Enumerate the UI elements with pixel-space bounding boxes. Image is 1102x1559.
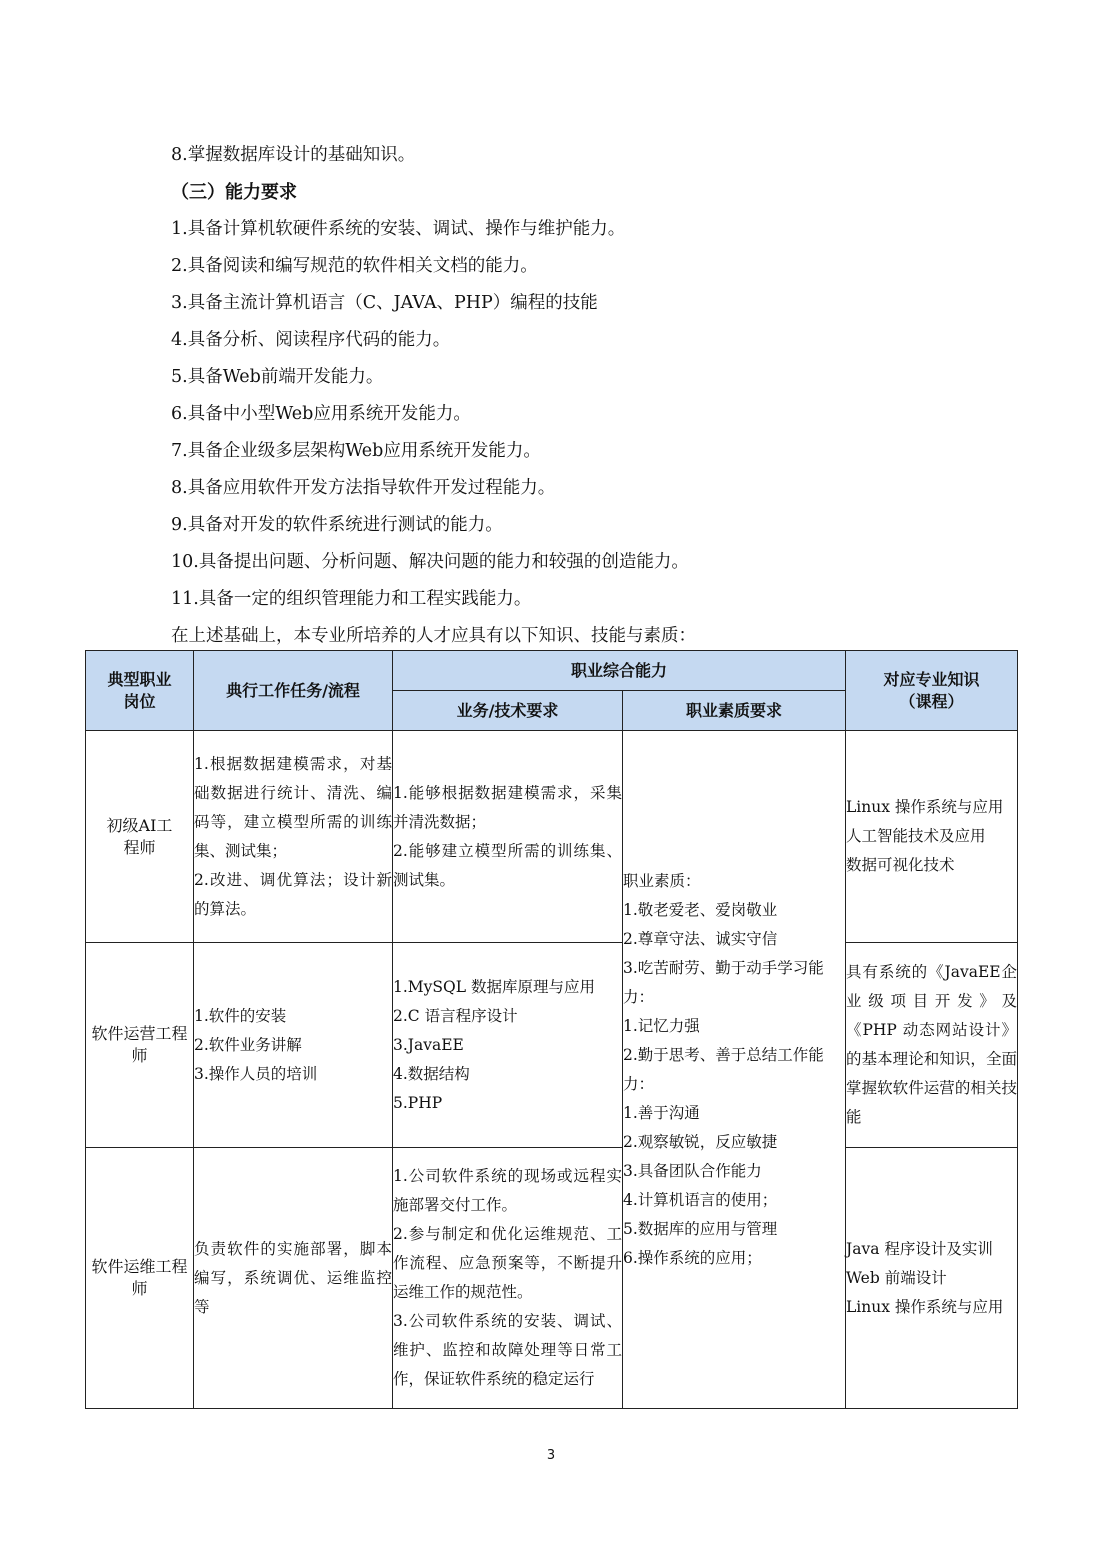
- course-item: 数据可视化技术: [846, 856, 955, 874]
- business-cell: [393, 943, 623, 1148]
- header-position: 典型职业岗位: [86, 651, 194, 731]
- business-item: 4.数据结构: [393, 1064, 470, 1083]
- paragraph: 8.掌握数据库设计的基础知识。: [171, 145, 416, 165]
- position-cell: 初级AI工程师: [86, 731, 194, 943]
- business-item: 1.MySQL 数据库原理与应用: [393, 977, 595, 996]
- course-item: Linux 操作系统与应用: [846, 798, 1004, 816]
- position-cell: 软件运维工程师: [86, 1148, 194, 1409]
- competency-table: [85, 650, 1018, 1409]
- quality-item: 4.计算机语言的使用；: [623, 1190, 778, 1209]
- tasks-cell: [194, 1148, 393, 1409]
- task-item: 1.软件的安装: [194, 1006, 287, 1025]
- header-courses: 对应专业知识（课程）: [846, 651, 1018, 731]
- header-quality: 职业素质要求: [623, 691, 846, 731]
- paragraph: 3.具备主流计算机语言（C、JAVA、PHP）编程的技能: [171, 293, 598, 313]
- courses-cell: [846, 943, 1018, 1148]
- section-heading: （三）能力要求: [171, 182, 297, 203]
- body-text: [171, 137, 1031, 655]
- business-cell: [393, 1148, 623, 1409]
- paragraph: 5.具备Web前端开发能力。: [171, 367, 384, 387]
- courses-cell: [846, 1148, 1018, 1409]
- paragraph: 7.具备企业级多层架构Web应用系统开发能力。: [171, 441, 541, 461]
- paragraph: 1.具备计算机软硬件系统的安装、调试、操作与维护能力。: [171, 219, 626, 239]
- table-row: [86, 1148, 1018, 1409]
- business-item: 3.公司软件系统的安装、调试、维护、监控和故障处理等日常工作，保证软件系统的稳定运行: [393, 1312, 622, 1388]
- course-item: Java 程序设计及实训: [846, 1239, 993, 1258]
- quality-item: 1.善于沟通: [623, 1103, 700, 1122]
- paragraph: 4.具备分析、阅读程序代码的能力。: [171, 330, 451, 350]
- quality-item: 5.数据库的应用与管理: [623, 1219, 778, 1238]
- header-tasks: 典行工作任务/流程: [194, 651, 393, 731]
- business-item: 2.能够建立模型所需的训练集、测试集。: [393, 841, 622, 889]
- tasks-cell: [194, 943, 393, 1148]
- business-item: 1.公司软件系统的现场或远程实施部署交付工作。: [393, 1167, 622, 1214]
- paragraph: 11.具备一定的组织管理能力和工程实践能力。: [171, 589, 532, 609]
- paragraph: 8.具备应用软件开发方法指导软件开发过程能力。: [171, 478, 556, 498]
- task-item: 1.根据数据建模需求，对基础数据进行统计、清洗、编码等，建立模型所需的训练集、测试集；: [194, 754, 392, 860]
- quality-item: 6.操作系统的应用；: [623, 1248, 762, 1267]
- tasks-cell: [194, 731, 393, 943]
- quality-item: 3.吃苦耐劳、勤于动手学习能力：: [623, 958, 824, 1006]
- header-business: 业务/技术要求: [393, 691, 623, 731]
- page-number: 3: [546, 1448, 556, 1463]
- course-item: Web 前端设计: [846, 1268, 947, 1287]
- quality-cell: [623, 731, 846, 1409]
- business-item: 5.PHP: [393, 1093, 443, 1112]
- task-item: 负责软件的实施部署，脚本编写，系统调优、运维监控等: [194, 1239, 392, 1316]
- paragraph: 6.具备中小型Web应用系统开发能力。: [171, 404, 471, 424]
- paragraph: 在上述基础上，本专业所培养的人才应具有以下知识、技能与素质：: [171, 626, 696, 646]
- quality-item: 1.记忆力强: [623, 1016, 700, 1035]
- quality-item: 1.敬老爱老、爱岗敬业: [623, 900, 778, 919]
- business-item: 1.能够根据数据建模需求，采集并清洗数据；: [393, 783, 622, 831]
- business-item: 2.参与制定和优化运维规范、工作流程、应急预案等，不断提升运维工作的规范性。: [393, 1225, 622, 1301]
- quality-item: 职业素质：: [623, 871, 701, 890]
- quality-item: 2.尊章守法、诚实守信: [623, 929, 778, 948]
- courses-cell: [846, 731, 1018, 943]
- header-ability: 职业综合能力: [393, 651, 846, 691]
- quality-item: 2.勤于思考、善于总结工作能力：: [623, 1045, 824, 1093]
- business-item: 3.JavaEE: [393, 1035, 464, 1054]
- table-row: [86, 943, 1018, 1148]
- paragraph: 10.具备提出问题、分析问题、解决问题的能力和较强的创造能力。: [171, 552, 689, 572]
- business-cell: [393, 731, 623, 943]
- course-item: 具有系统的《JavaEE企业级项目开发》及《PHP 动态网站设计》的基本理论和知识，全面掌握软软件运营的相关技能: [846, 963, 1018, 1126]
- paragraph: 2.具备阅读和编写规范的软件相关文档的能力。: [171, 256, 538, 276]
- table-row: [86, 731, 1018, 943]
- position-cell: 软件运营工程师: [86, 943, 194, 1148]
- paragraph: 9.具备对开发的软件系统进行测试的能力。: [171, 515, 503, 535]
- task-item: 2.软件业务讲解: [194, 1035, 302, 1054]
- task-item: 3.操作人员的培训: [194, 1064, 318, 1083]
- course-item: 人工智能技术及应用: [846, 827, 986, 845]
- course-item: Linux 操作系统与应用: [846, 1297, 1004, 1316]
- quality-item: 3.具备团队合作能力: [623, 1161, 762, 1180]
- task-item: 2.改进、调优算法；设计新的算法。: [194, 870, 392, 918]
- quality-item: 2.观察敏锐，反应敏捷: [623, 1132, 778, 1151]
- business-item: 2.C 语言程序设计: [393, 1006, 518, 1025]
